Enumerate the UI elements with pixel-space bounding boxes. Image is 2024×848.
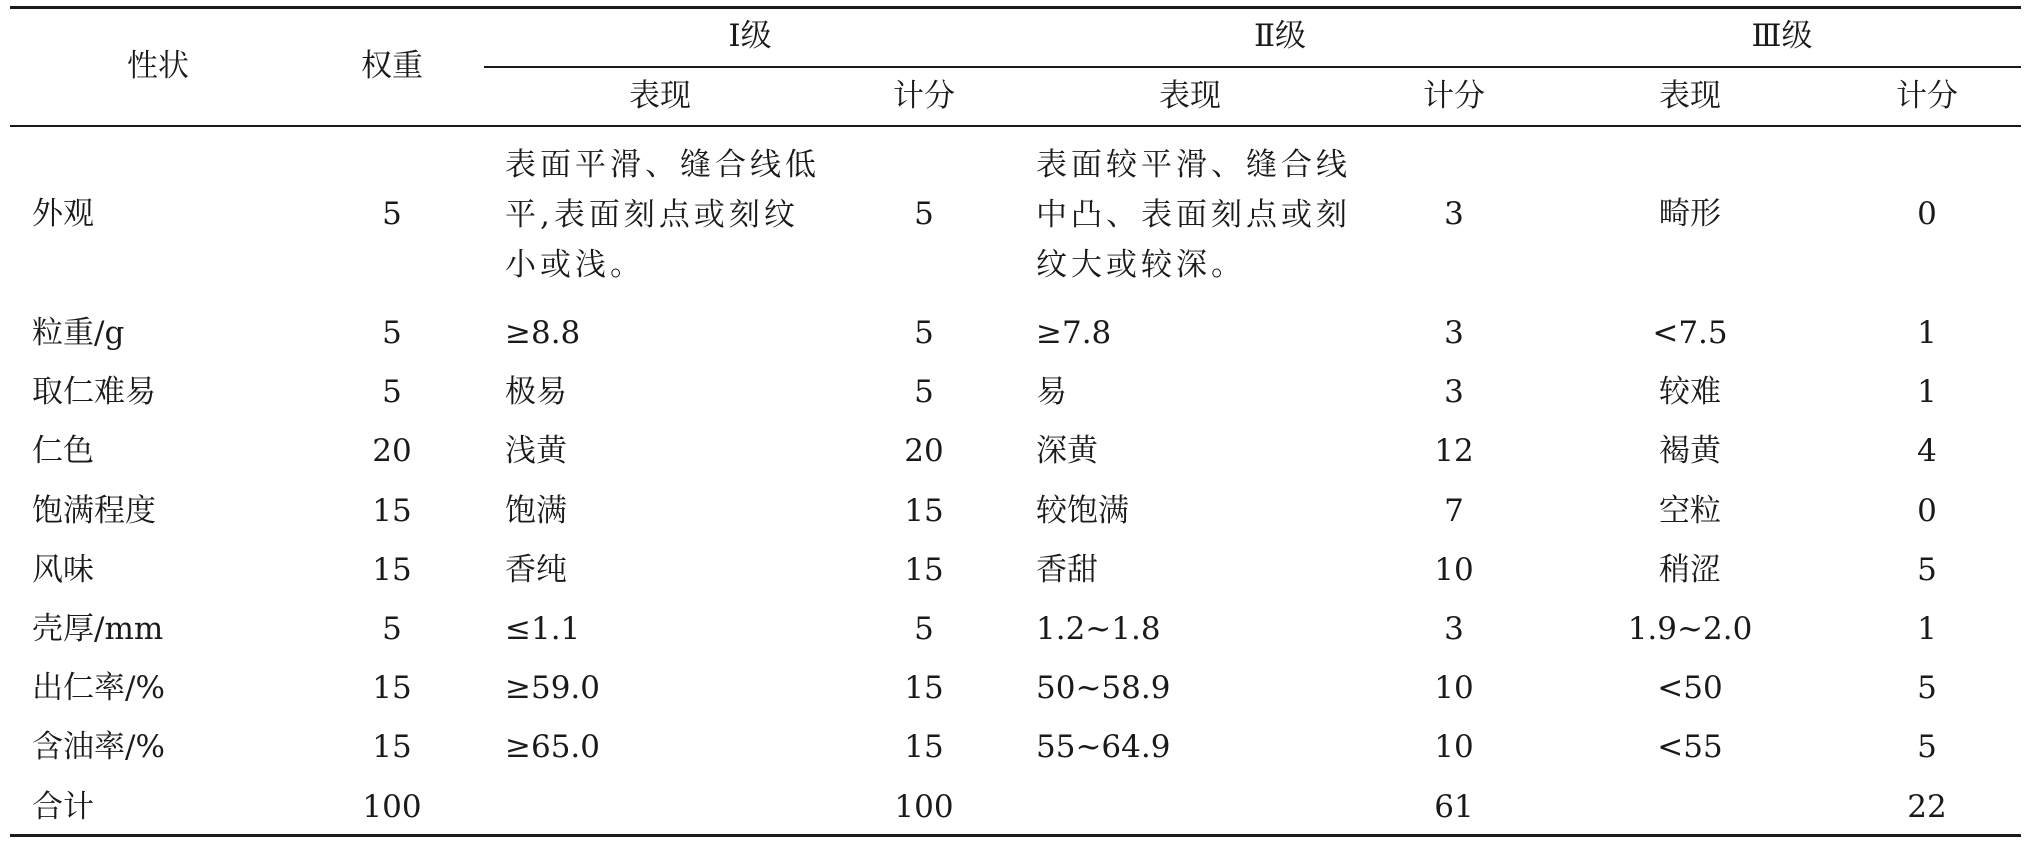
cell-trait: 含油率/% bbox=[32, 729, 165, 765]
cell-g1-score: 5 bbox=[914, 196, 934, 232]
cell-trait: 取仁难易 bbox=[32, 374, 156, 410]
cell-trait: 出仁率/% bbox=[32, 670, 165, 706]
cell-g2-performance: 50~58.9 bbox=[1036, 670, 1171, 706]
cell-g3-score: 22 bbox=[1907, 789, 1947, 825]
cell-weight: 100 bbox=[362, 789, 422, 825]
cell-g2-performance: 55~64.9 bbox=[1036, 729, 1171, 765]
cell-g2-score: 61 bbox=[1434, 789, 1474, 825]
cell-g3-score: 0 bbox=[1917, 196, 1937, 232]
cell-g1-performance: 饱满 bbox=[505, 493, 567, 529]
header-trait: 性状 bbox=[127, 48, 189, 84]
header-rule bbox=[10, 125, 2021, 127]
cell-g3-score: 5 bbox=[1917, 729, 1937, 765]
cell-g2-score: 12 bbox=[1434, 433, 1474, 469]
cell-weight: 5 bbox=[382, 374, 402, 410]
cell-trait: 壳厚/mm bbox=[32, 611, 164, 647]
cell-g3-performance: <55 bbox=[1657, 729, 1723, 765]
cell-g1-performance bbox=[505, 140, 820, 290]
header-g2-performance: 表现 bbox=[1159, 78, 1221, 114]
cell-g3-performance: 较难 bbox=[1659, 374, 1721, 410]
cell-g3-score: 0 bbox=[1917, 493, 1937, 529]
header-weight: 权重 bbox=[361, 48, 423, 84]
cell-g3-performance: 空粒 bbox=[1659, 493, 1721, 529]
cell-g3-score: 5 bbox=[1917, 670, 1937, 706]
cell-g2-score: 3 bbox=[1444, 196, 1464, 232]
cell-g2-score: 10 bbox=[1434, 670, 1474, 706]
header-g3-performance: 表现 bbox=[1659, 78, 1721, 114]
text-line: 纹大或较深。 bbox=[1036, 247, 1246, 283]
cell-g1-performance: ≥8.8 bbox=[505, 315, 581, 351]
header-grade-2: Ⅱ级 bbox=[1253, 18, 1307, 54]
cell-weight: 20 bbox=[372, 433, 412, 469]
cell-g2-score: 7 bbox=[1444, 493, 1464, 529]
cell-g1-score: 5 bbox=[914, 374, 934, 410]
cell-g3-score: 1 bbox=[1917, 374, 1937, 410]
cell-weight: 15 bbox=[372, 670, 412, 706]
cell-g1-performance: ≥65.0 bbox=[505, 729, 600, 765]
cell-g2-score: 3 bbox=[1444, 374, 1464, 410]
cell-trait: 饱满程度 bbox=[32, 493, 156, 529]
cell-g2-performance: 深黄 bbox=[1036, 433, 1098, 469]
text-line: 平,表面刻点或刻纹 bbox=[505, 197, 799, 233]
cell-g3-performance: 褐黄 bbox=[1659, 433, 1721, 469]
cell-g1-score: 15 bbox=[904, 552, 944, 588]
cell-weight: 15 bbox=[372, 729, 412, 765]
cell-g1-score: 15 bbox=[904, 729, 944, 765]
cell-g3-performance: <50 bbox=[1657, 670, 1723, 706]
cell-g1-score: 20 bbox=[904, 433, 944, 469]
cell-g2-performance: 易 bbox=[1036, 374, 1067, 410]
cell-g3-score: 4 bbox=[1917, 433, 1937, 469]
cell-trait: 外观 bbox=[32, 196, 94, 232]
cell-weight: 5 bbox=[382, 196, 402, 232]
cell-g3-score: 1 bbox=[1917, 315, 1937, 351]
header-grade-1: Ⅰ级 bbox=[728, 18, 772, 54]
cell-weight: 5 bbox=[382, 315, 402, 351]
cell-g2-score: 3 bbox=[1444, 315, 1464, 351]
cell-g1-score: 5 bbox=[914, 315, 934, 351]
cell-g2-performance: 香甜 bbox=[1036, 552, 1098, 588]
cell-g1-score: 15 bbox=[904, 493, 944, 529]
cell-trait: 合计 bbox=[32, 789, 94, 825]
cell-g1-performance: 香纯 bbox=[505, 552, 567, 588]
cell-g3-performance: 1.9~2.0 bbox=[1627, 611, 1753, 647]
cell-trait: 风味 bbox=[32, 552, 94, 588]
cell-weight: 15 bbox=[372, 552, 412, 588]
header-sub-rule bbox=[484, 66, 2021, 68]
cell-g2-score: 10 bbox=[1434, 552, 1474, 588]
cell-g2-performance: ≥7.8 bbox=[1036, 315, 1112, 351]
bottom-rule bbox=[10, 834, 2021, 837]
header-g2-score: 计分 bbox=[1423, 78, 1485, 114]
cell-g3-performance: <7.5 bbox=[1652, 315, 1728, 351]
cell-trait: 仁色 bbox=[32, 433, 94, 469]
cell-weight: 15 bbox=[372, 493, 412, 529]
cell-g2-score: 3 bbox=[1444, 611, 1464, 647]
header-g3-score: 计分 bbox=[1896, 78, 1958, 114]
cell-g2-performance: 较饱满 bbox=[1036, 493, 1129, 529]
text-line: 小或浅。 bbox=[505, 247, 645, 283]
cell-g1-score: 100 bbox=[894, 789, 954, 825]
header-grade-3: Ⅲ级 bbox=[1751, 18, 1813, 54]
cell-g3-performance: 稍涩 bbox=[1659, 552, 1721, 588]
text-line: 表面较平滑、缝合线 bbox=[1036, 147, 1351, 183]
cell-g1-performance: ≥59.0 bbox=[505, 670, 600, 706]
top-rule bbox=[10, 6, 2021, 9]
text-line: 中凸、表面刻点或刻 bbox=[1036, 197, 1351, 233]
cell-g1-performance: 浅黄 bbox=[505, 433, 567, 469]
header-g1-score: 计分 bbox=[893, 78, 955, 114]
cell-g2-performance: 1.2~1.8 bbox=[1036, 611, 1161, 647]
text-line: 表面平滑、缝合线低 bbox=[505, 147, 820, 183]
cell-g3-score: 1 bbox=[1917, 611, 1937, 647]
cell-g3-performance: 畸形 bbox=[1659, 196, 1721, 232]
cell-weight: 5 bbox=[382, 611, 402, 647]
cell-g2-performance bbox=[1036, 140, 1351, 290]
cell-g2-score: 10 bbox=[1434, 729, 1474, 765]
cell-g1-score: 5 bbox=[914, 611, 934, 647]
header-g1-performance: 表现 bbox=[629, 78, 691, 114]
cell-g1-performance: ≤1.1 bbox=[505, 611, 581, 647]
cell-trait: 粒重/g bbox=[32, 315, 125, 351]
cell-g3-score: 5 bbox=[1917, 552, 1937, 588]
cell-g1-score: 15 bbox=[904, 670, 944, 706]
cell-g1-performance: 极易 bbox=[505, 374, 567, 410]
